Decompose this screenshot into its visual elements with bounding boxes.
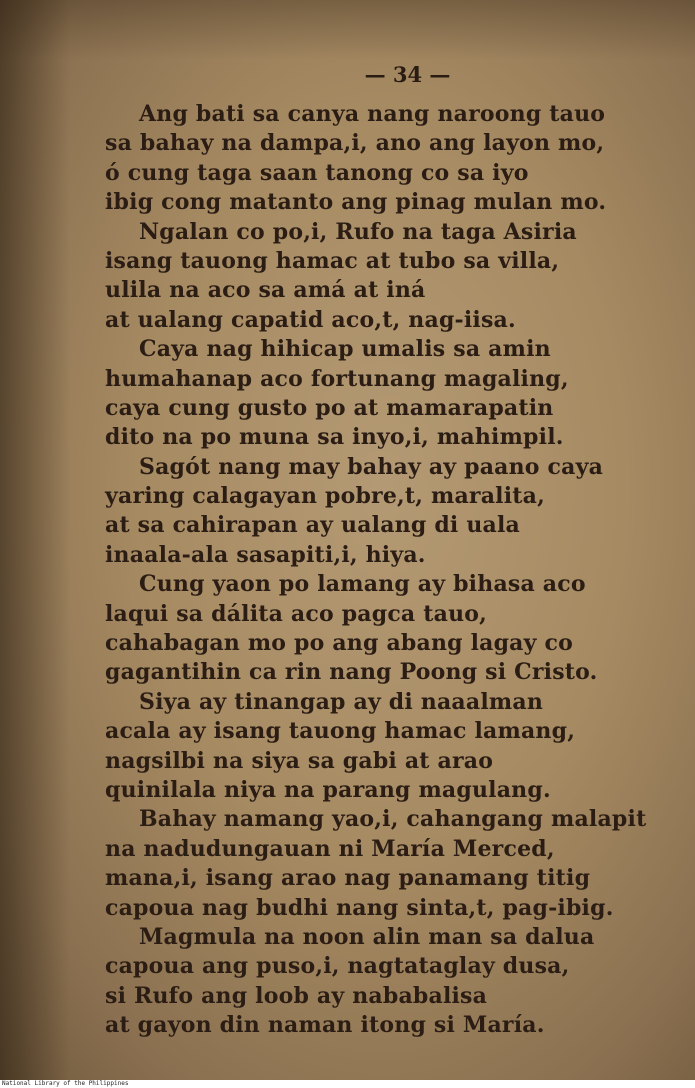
verse-line: Cung yaon po lamang ay bihasa aco [139, 571, 586, 598]
stanza-7 [105, 805, 665, 923]
verse-line: Ang bati sa canya nang naroong tauo [139, 101, 606, 127]
verse-line: caya cung gusto po at mamarapatin [105, 394, 554, 421]
stanza-3 [105, 335, 665, 453]
verse-line: quinilala niya na parang magulang. [105, 776, 551, 803]
verse-line: capoua ang puso,i, nagtataglay dusa, [105, 953, 570, 980]
stanza-4 [105, 453, 665, 571]
stanza-2 [105, 218, 665, 336]
page-number: — 34 — [364, 62, 451, 87]
verse-line: capoua nag budhi nang sinta,t, pag-ibig. [105, 894, 614, 921]
verse-line: Caya nag hihicap umalis sa amin [139, 336, 551, 363]
verse-line: si Rufo ang loob ay nababalisa [105, 982, 488, 1009]
verse-line: humahanap aco fortunang magaling, [105, 365, 569, 392]
verse-line: Siya ay tinangap ay di naaalman [139, 688, 544, 715]
verse-line: na nadudungauan ni María Merced, [105, 835, 555, 862]
verse-line: isang tauong hamac at tubo sa villa, [105, 247, 560, 274]
verse-line: sa bahay na dampa,i, ano ang layon mo, [105, 130, 605, 157]
stanza-5 [105, 570, 665, 688]
verse-line: gagantihin ca rin nang Poong si Cristo. [105, 659, 598, 686]
verse-line: nagsilbi na siya sa gabi at arao [105, 747, 494, 774]
verse-line: ulila na aco sa amá at iná [105, 277, 426, 304]
verse-line: laqui sa dálita aco pagca tauo, [105, 600, 487, 627]
verse-line: ibig cong matanto ang pinag mulan mo. [105, 189, 607, 216]
verse-line: Magmula na noon alin man sa dalua [139, 923, 595, 950]
verse-line: mana,i, isang arao nag panamang titig [105, 865, 591, 892]
verse-line: ó cung taga saan tanong co sa iyo [105, 159, 529, 186]
verse-line: acala ay isang tauong hamac lamang, [105, 718, 576, 745]
verse-line: at sa cahirapan ay ualang di uala [105, 512, 520, 539]
stanza-6 [105, 688, 665, 806]
verse-line: Sagót nang may bahay ay paano caya [139, 453, 604, 480]
verse-line: at ualang capatid aco,t, nag-iisa. [105, 306, 516, 333]
verse-line: at gayon din naman itong si María. [105, 1012, 545, 1039]
verse-line: yaring calagayan pobre,t, maralita, [105, 483, 545, 510]
verse-line: dito na po muna sa inyo,i, mahimpil. [105, 424, 564, 451]
verse-line: Bahay namang yao,i, cahangang malapit [139, 806, 647, 833]
stanza-1 [105, 100, 665, 218]
poem-text [105, 100, 665, 1041]
verse-line: inaala-ala sasapiti,i, hiya. [105, 541, 426, 568]
verse-line: cahabagan mo po ang abang lagay co [105, 630, 573, 657]
library-credit: National Library of the Philippines [2, 1080, 129, 1087]
stanza-8 [105, 923, 665, 1041]
verse-line: Ngalan co po,i, Rufo na taga Asiria [139, 218, 577, 245]
